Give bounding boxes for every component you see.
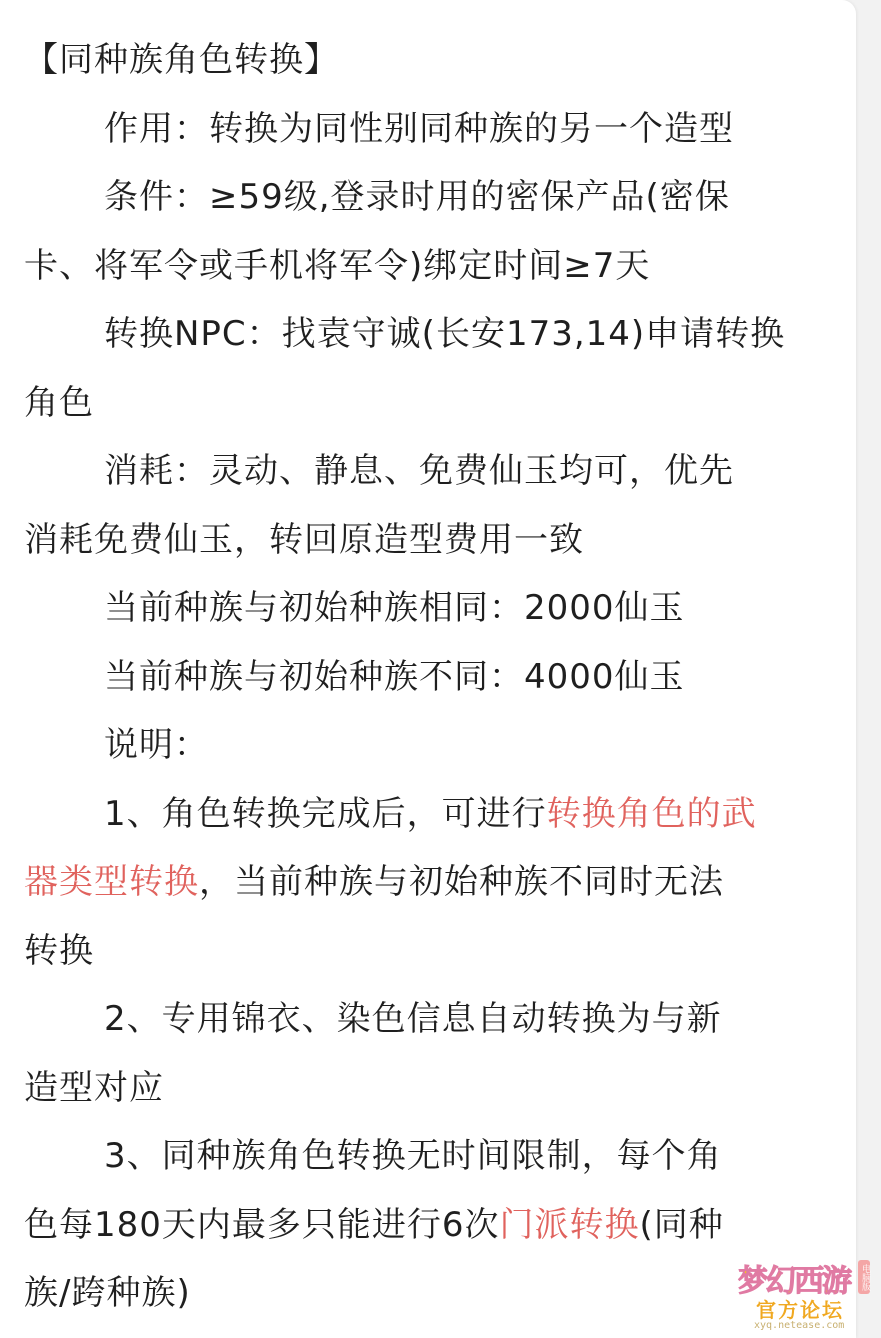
watermark-url: xyq.netease.com	[754, 1320, 845, 1331]
note1-prefix: 1、角色转换完成后，可进行	[104, 793, 547, 834]
note3-line2	[24, 1191, 834, 1260]
note1-line3: 转换	[24, 930, 94, 971]
weapon-type-conversion-link-part2[interactable]: 器类型转换	[24, 862, 199, 902]
notes-label: 说明：	[104, 725, 209, 765]
article-body	[24, 26, 834, 1328]
note3-suffix: (同种	[639, 1204, 724, 1245]
watermark-logo-text: 梦幻西游	[738, 1264, 850, 1299]
forum-watermark-logo	[734, 1254, 874, 1334]
cost-text-line2: 消耗免费仙玉，转回原造型费用一致	[24, 519, 584, 560]
cost-different-race: 当前种族与初始种族不同：4000仙玉	[104, 656, 685, 697]
note3-prefix: 色每180天内最多只能进行6次	[24, 1204, 500, 1245]
note2-line2: 造型对应	[24, 1067, 164, 1108]
cost-same-race: 当前种族与初始种族相同：2000仙玉	[104, 588, 685, 628]
school-conversion-link[interactable]: 门派转换	[499, 1204, 640, 1245]
condition-text-line1: 条件：≥59级,登录时用的密保产品(密保	[104, 177, 730, 217]
cost-text-line1: 消耗：灵动、静息、免费仙玉均可，优先	[104, 451, 734, 491]
watermark-tag: 电脑版	[858, 1260, 870, 1294]
note3-line1: 3、同种族角色转换无时间限制，每个角	[104, 1136, 722, 1176]
npc-text-line1: 转换NPC：找袁守诚(长安173,14)申请转换	[104, 314, 786, 354]
section-title: 【同种族角色转换】	[24, 40, 339, 80]
note2-line1: 2、专用锦衣、染色信息自动转换为与新	[104, 999, 722, 1039]
effect-text: 作用：转换为同性别同种族的另一个造型	[104, 108, 734, 149]
condition-text-line2: 卡、将军令或手机将军令)绑定时间≥7天	[24, 245, 651, 286]
note1-line2	[24, 848, 834, 917]
watermark-subtitle: 官方论坛	[756, 1298, 844, 1322]
note1-suffix: ，当前种族与初始种族不同时无法	[199, 862, 724, 902]
note1-line1	[24, 780, 834, 849]
npc-text-line2: 角色	[24, 382, 94, 423]
weapon-type-conversion-link-part1[interactable]: 转换角色的武	[546, 793, 757, 834]
note3-line3: 族/跨种族)	[24, 1273, 191, 1313]
